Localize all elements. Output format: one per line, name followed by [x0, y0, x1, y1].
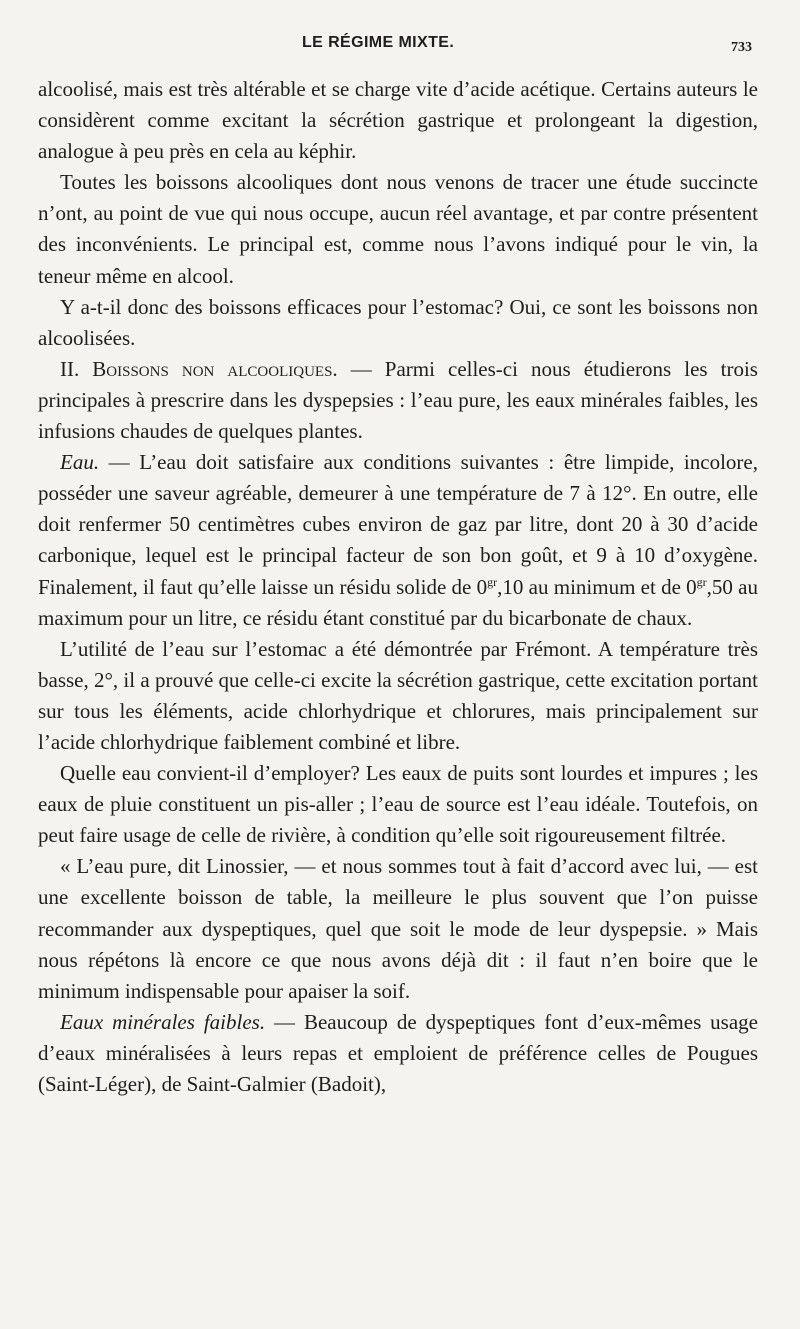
paragraph-4 [38, 354, 758, 447]
paragraph-9 [38, 1007, 758, 1100]
paragraph-9-text: — Beaucoup de dyspeptiques font d’eux-mêmes usage d’eaux minéralisées à leurs repas et emploient de préférence celles de Pougues (Saint-Léger), de Saint-Galmier (Badoit), [38, 1009, 758, 1096]
subheading-eaux-minerales-faibles: Eaux minérales faibles. [60, 1009, 266, 1034]
page-number: 733 [731, 40, 752, 55]
paragraph-5-text-c: ,50 au maximum pour un litre, ce résidu étant constitué par du bicarbonate de chaux. [38, 574, 758, 630]
section-heading-boissons-non-alcooliques: II. Boissons non alcooliques. [60, 356, 338, 381]
paragraph-4-text: — Parmi celles-ci nous étudierons les trois principales à prescrire dans les dyspepsies : l’eau pure, les eaux minérales faibles, les infusions chaudes de quelques plantes. [38, 356, 758, 444]
paragraph-5-text-b: ,10 au minimum et de 0 [497, 574, 697, 599]
paragraph-8: « L’eau pure, dit Linossier, — et nous sommes tout à fait d’accord avec lui, — est une excellente boisson de table, la meilleure le plus souvent que l’on puisse recommander aux dyspeptiques, quel que soit le mode de leur dyspepsie. » Mais nous répétons là encore ce que nous avons déjà dit : il faut n’en boire que le minimum indispensable pour apaiser la soif. [38, 854, 758, 1003]
unit-gr-2: gr [696, 574, 707, 589]
paragraph-1: alcoolisé, mais est très altérable et se charge vite d’acide acétique. Certains auteurs le considèrent comme excitant la sécrétion gastrique et prolongeant la digestion, analogue à peu près en cela au képhir. [38, 77, 758, 164]
running-title: LE RÉGIME MIXTE. [302, 34, 455, 51]
unit-gr-1: gr [487, 574, 498, 589]
paragraph-5-text-a: — L’eau doit satisfaire aux conditions suivantes : être limpide, incolore, posséder une saveur agréable, demeurer à une température de 7 à 12°. En outre, elle doit renfermer 50 centimètres cubes environ de gaz par litre, dont 20 à 30 d’acide carbonique, lequel est le principal facteur de son bon goût, et 9 à 10 d’oxygène. Finalement, il faut qu’elle laisse un résidu solide de 0 [38, 450, 758, 599]
subheading-eau: Eau. [60, 450, 100, 475]
paragraph-5 [38, 447, 758, 634]
paragraph-3: Y a-t-il donc des boissons efficaces pour l’estomac? Oui, ce sont les boissons non alcoolisées. [38, 294, 758, 350]
page-header [0, 28, 800, 58]
paragraph-7: Quelle eau convient-il d’employer? Les eaux de puits sont lourdes et impures ; les eaux de pluie constituent un pis-aller ; l’eau de source est l’eau idéale. Toutefois, on peut faire usage de celle de rivière, à condition qu’elle soit rigoureusement filtrée. [38, 761, 758, 848]
paragraph-2: Toutes les boissons alcooliques dont nous venons de tracer une étude succincte n’ont, au point de vue qui nous occupe, aucun réel avantage, et par contre présentent des inconvénients. Le principal est, comme nous l’avons indiqué pour le vin, la teneur même en alcool. [38, 170, 758, 288]
body-text [38, 74, 758, 1100]
paragraph-6: L’utilité de l’eau sur l’estomac a été démontrée par Frémont. A température très basse, 2°, il a prouvé que celle-ci excite la sécrétion gastrique, cette excitation portant sur tous les éléments, acide chlorhydrique et chlorures, mais principalement sur l’acide chlorhydrique faiblement combiné et libre. [38, 636, 758, 754]
